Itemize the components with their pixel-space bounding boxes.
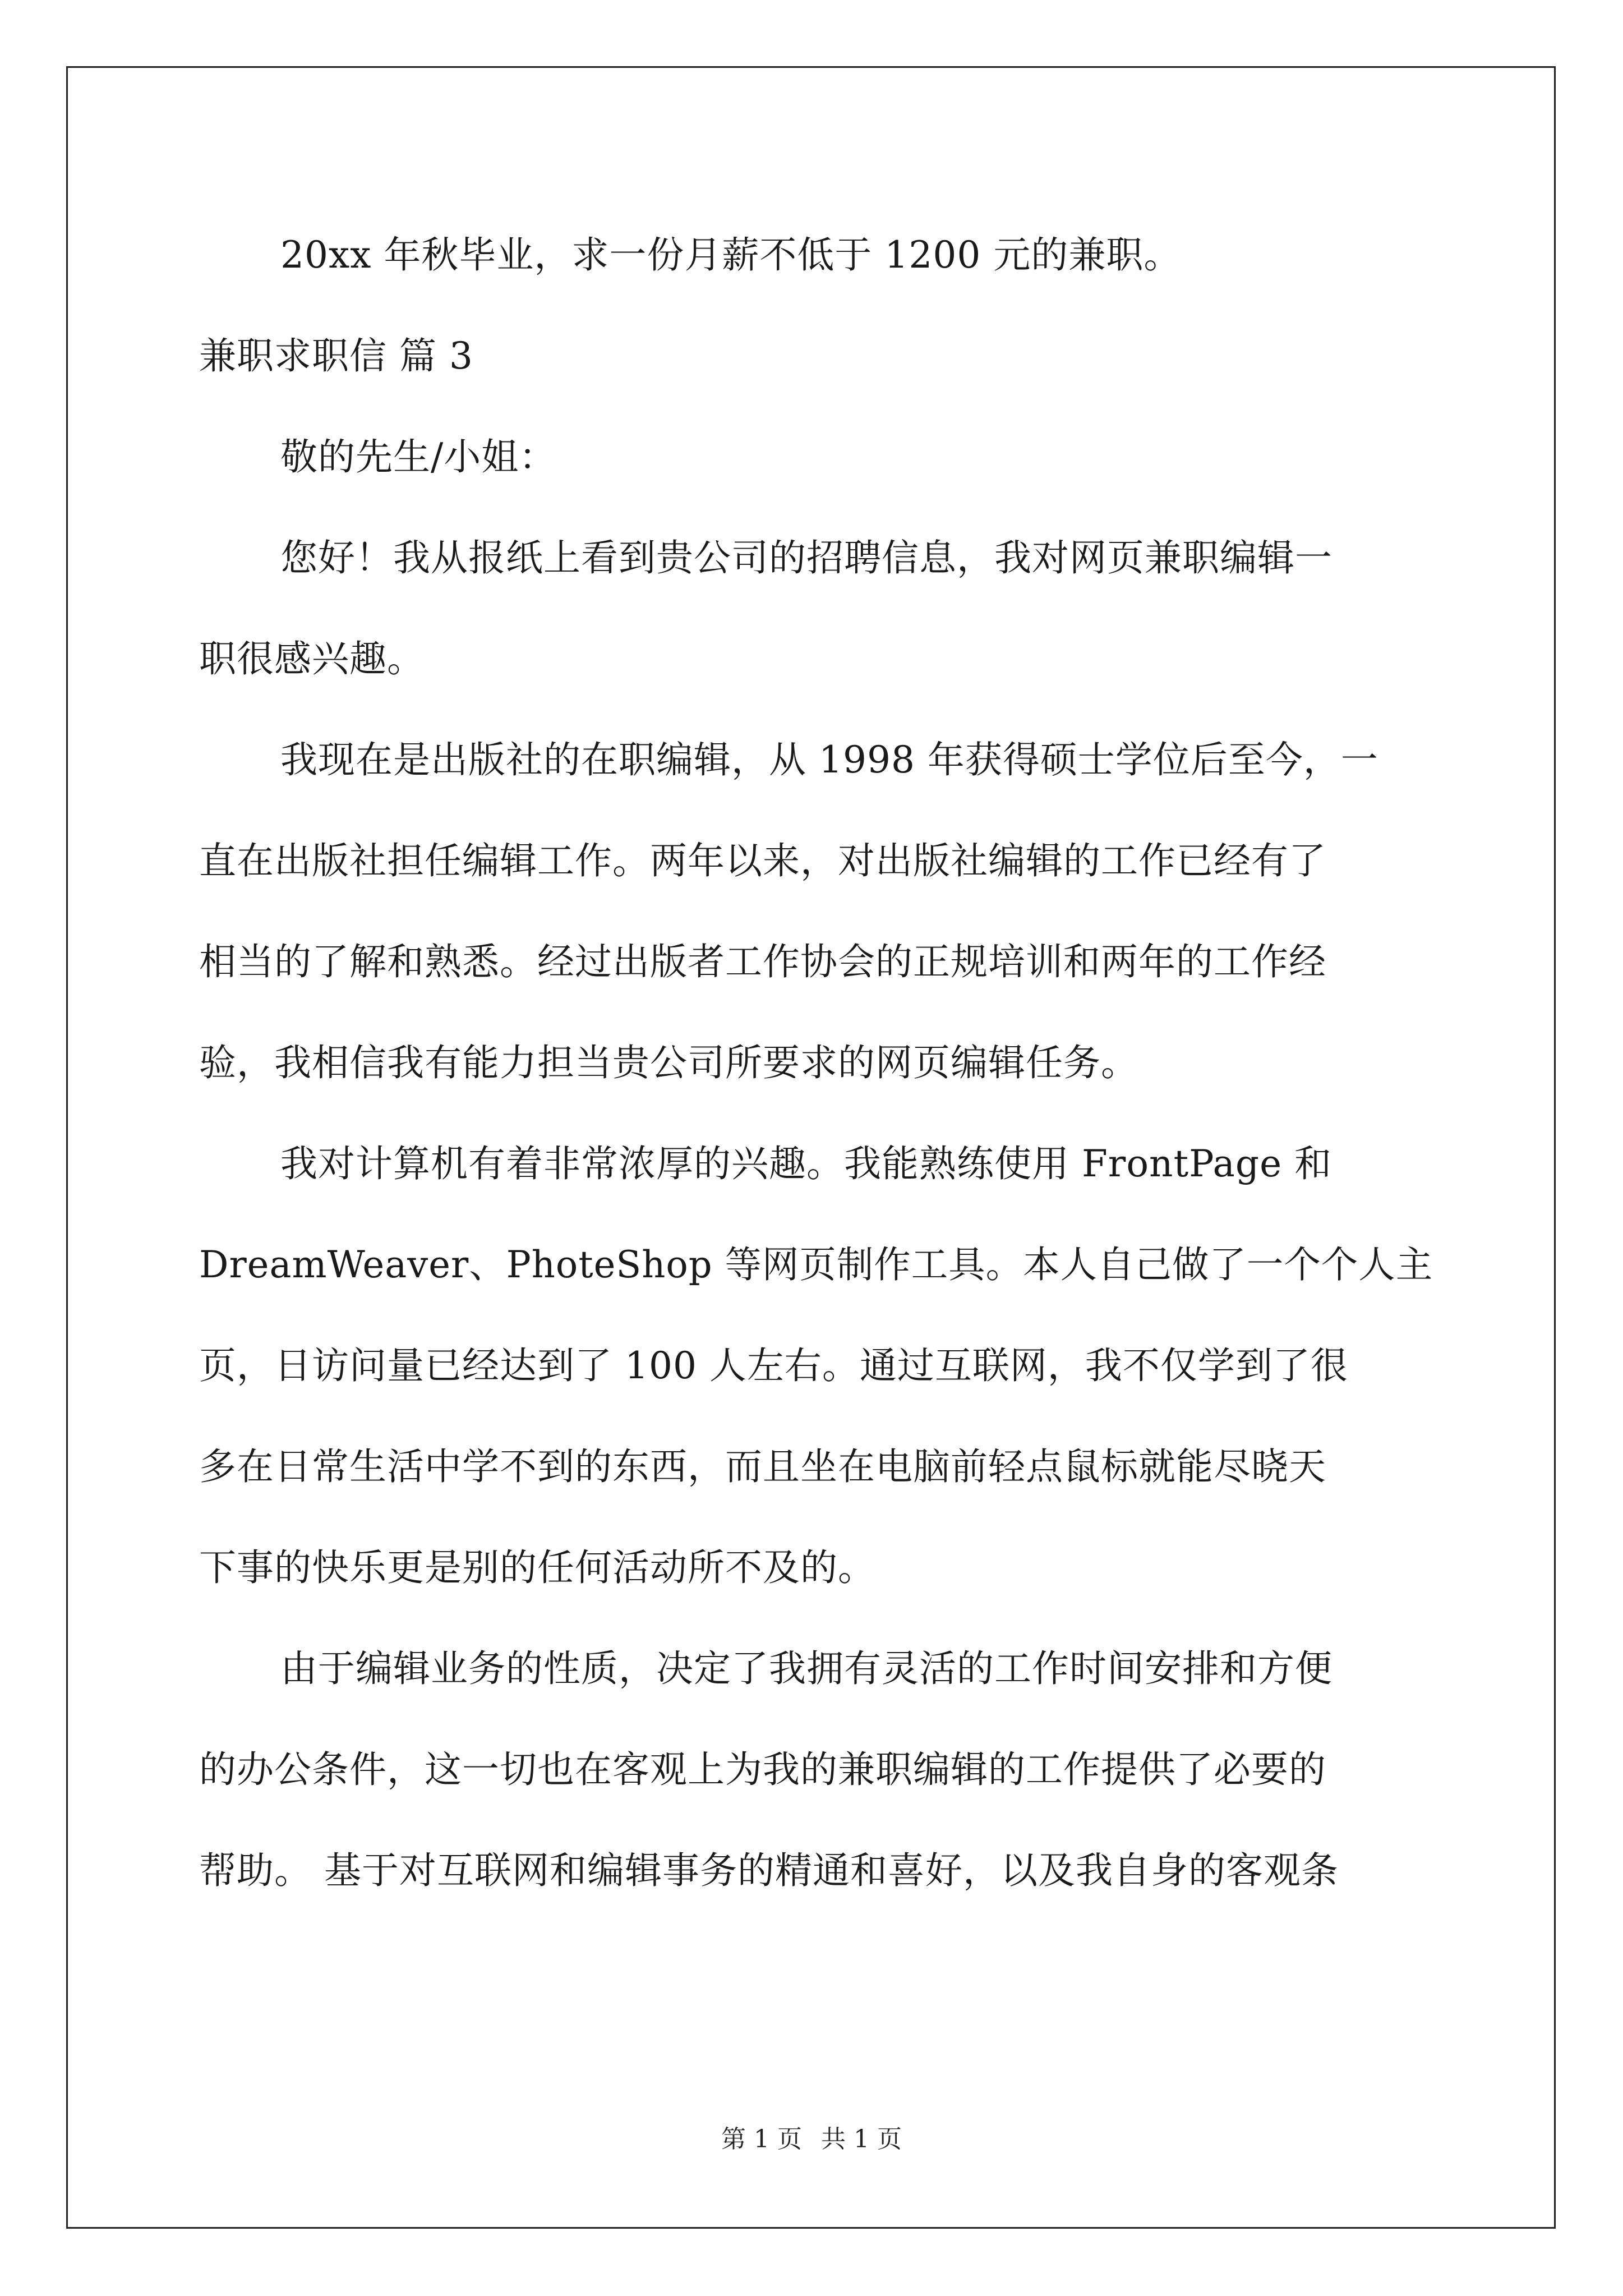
- paragraph-line: 相当的了解和熟悉。经过出版者工作协会的正规培训和两年的工作经: [199, 940, 1326, 983]
- paragraph-line: 我对计算机有着非常浓厚的兴趣。我能熟练使用 FrontPage 和: [280, 1142, 1332, 1185]
- page-number: 第 1 页: [721, 2125, 802, 2154]
- paragraph-line: 下事的快乐更是别的任何活动所不及的。: [199, 1546, 875, 1589]
- page-footer: [0, 2127, 1623, 2152]
- paragraph-line: 职很感兴趣。: [199, 637, 425, 680]
- paragraph-line: DreamWeaver、PhoteShop 等网页制作工具。本人自己做了一个个人主: [199, 1243, 1433, 1286]
- paragraph-line: 直在出版社担任编辑工作。两年以来，对出版社编辑的工作已经有了: [199, 839, 1326, 882]
- paragraph-line: 多在日常生活中学不到的东西，而且坐在电脑前轻点鼠标就能尽晓天: [199, 1445, 1326, 1488]
- paragraph-line: 20xx 年秋毕业，求一份月薪不低于 1200 元的兼职。: [280, 233, 1182, 277]
- paragraph-line: 由于编辑业务的性质，决定了我拥有灵活的工作时间安排和方便: [280, 1647, 1332, 1690]
- page-total: 共 1 页: [821, 2125, 902, 2154]
- salutation: 敬的先生/小姐：: [280, 435, 557, 478]
- paragraph-line: 验，我相信我有能力担当贵公司所要求的网页编辑任务。: [199, 1041, 1138, 1084]
- paragraph-line: 您好！我从报纸上看到贵公司的招聘信息，我对网页兼职编辑一: [280, 536, 1332, 579]
- paragraph-line: 的办公条件，这一切也在客观上为我的兼职编辑的工作提供了必要的: [199, 1748, 1326, 1791]
- paragraph-line: 帮助。 基于对互联网和编辑事务的精通和喜好，以及我自身的客观条: [199, 1849, 1339, 1892]
- section-heading: 兼职求职信 篇 3: [199, 334, 473, 378]
- paragraph-line: 我现在是出版社的在职编辑，从 1998 年获得硕士学位后至今，一: [280, 738, 1378, 781]
- paragraph-line: 页，日访问量已经达到了 100 人左右。通过互联网，我不仅学到了很: [199, 1344, 1348, 1387]
